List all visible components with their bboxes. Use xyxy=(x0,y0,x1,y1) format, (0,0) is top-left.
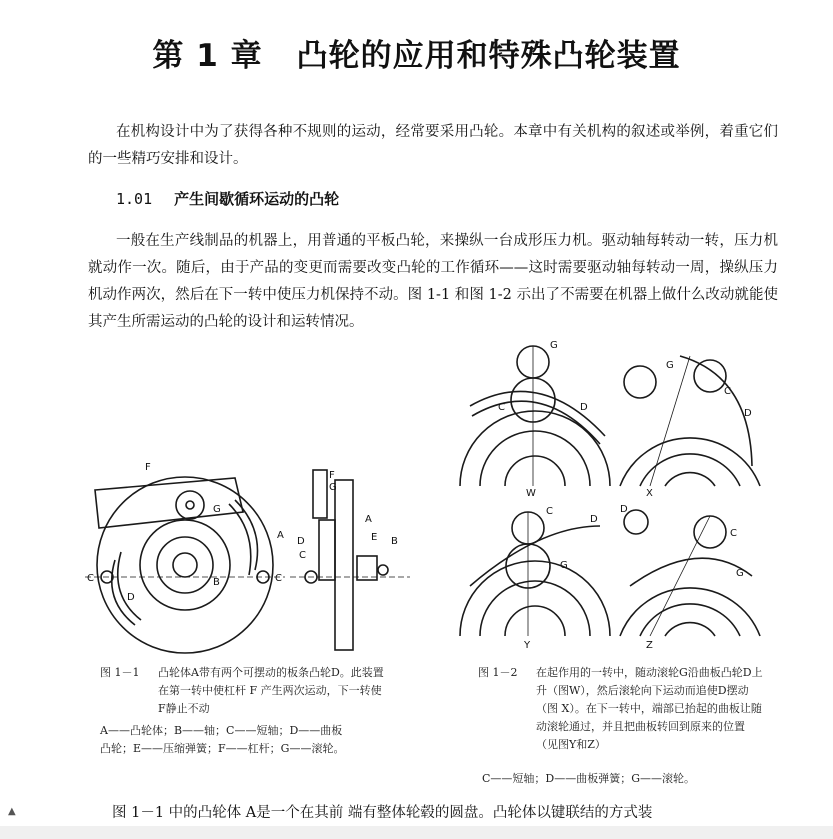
figure-1-2-drawing xyxy=(440,336,770,656)
fig2-z-label-d: D xyxy=(620,504,628,515)
chapter-number: 第 1 章 xyxy=(152,38,263,74)
fig1-side-label-b: B xyxy=(391,536,398,547)
chapter-title xyxy=(0,30,833,75)
fig2-y-label-c: C xyxy=(546,506,553,517)
fig1-label-f: F xyxy=(145,462,151,473)
fig2-w-label-g: G xyxy=(550,340,558,351)
figure-1-1-caption-text: 凸轮体A带有两个可摆动的板条凸轮D。此装置在第一转中使杠杆 F 产生两次运动，下一转使F静止不动 xyxy=(158,666,384,715)
margin-mark: ▲ xyxy=(8,806,16,817)
section-number: 1.01 xyxy=(116,190,153,208)
chapter-title-text: 凸轮的应用和特殊凸轮装置 xyxy=(296,38,681,74)
figure-1-2-label: 图 1－2 xyxy=(478,666,518,679)
roller-z xyxy=(694,516,726,548)
figure-1-1-legend-line2: 凸轮；E——压缩弹簧；F——杠杆；G——滚轮。 xyxy=(100,742,345,755)
fig2-z-label-c: C xyxy=(730,528,737,539)
view-label-x: X xyxy=(646,488,653,499)
fig1-label-c-right: C xyxy=(275,573,282,584)
fig1-label-c-left: C xyxy=(87,573,94,584)
fig2-x-label-c: C xyxy=(724,386,731,397)
fig2-w-label-c: C xyxy=(498,402,505,413)
section-title: 产生间歇循环运动的凸轮 xyxy=(174,190,340,208)
figure-1-1-legend-line1: A——凸轮体；B——轴；C——短轴；D——曲板 xyxy=(100,724,343,737)
fig1-side-label-e: E xyxy=(371,532,378,543)
fig1-label-a: A xyxy=(277,530,284,541)
fig1-label-g: G xyxy=(213,504,221,515)
fig2-x-label-d: D xyxy=(744,408,752,419)
side-view-plate xyxy=(335,480,353,650)
view-label-w: W xyxy=(526,488,536,499)
roller-x xyxy=(624,366,656,398)
view-label-y: Y xyxy=(524,640,531,651)
figure-1-1-drawing xyxy=(85,460,415,655)
fig1-side-label-a: A xyxy=(365,514,372,525)
cam-body-disc xyxy=(97,477,273,653)
fig2-z-label-g: G xyxy=(736,568,744,579)
footer-bar xyxy=(0,826,833,839)
fig1-side-label-c: C xyxy=(299,550,306,561)
fig1-label-d: D xyxy=(127,592,135,603)
fig2-y-label-g: G xyxy=(560,560,568,571)
figure-1-2-caption-text: 在起作用的一转中，随动滚轮G沿曲板凸轮D上升（图W），然后滚轮向下运动而追使D摆动（图 X）。在下一转中，端部已抬起的曲板让随动滚轮通过，并且把曲板转回到原来的位置（见图Y和Z） xyxy=(536,666,763,751)
fig1-side-label-g: G xyxy=(329,482,337,493)
fig1-side-label-f: F xyxy=(329,470,335,481)
fig2-y-label-d: D xyxy=(590,514,598,525)
body-paragraph: 一般在生产线制品的机器上，用普通的平板凸轮，来操纵一台成形压力机。驱动轴每转动一转，压力机就动作一次。随后，由于产品的变更而需要改变凸轮的工作循环——这时需要驱动轴每转动一周，操纵压力机动作两次，然后在下一转中使压力机保持不动。图 1-1 和图 1-2 示出了不需要在机器上做什么改动就能使其产生所需运动的凸轮的设计和运转情况。 xyxy=(88,233,778,330)
fig2-w-label-d: D xyxy=(580,402,588,413)
intro-paragraph: 在机构设计中为了获得各种不规则的运动，经常要采用凸轮。本章中有关机构的叙述或举例，着重它们的一些精巧安排和设计。 xyxy=(88,124,778,167)
roller-g xyxy=(176,491,204,519)
section-heading xyxy=(116,188,339,209)
figure-1-2-caption xyxy=(478,664,778,754)
figure-1-1-legend xyxy=(100,722,410,758)
fig1-label-b: B xyxy=(213,577,220,588)
fig1-side-label-d: D xyxy=(297,536,305,547)
figure-1-2-legend: C——短轴；D——曲板弹簧；G——滚轮。 xyxy=(482,772,696,785)
fig2-x-label-g: G xyxy=(666,360,674,371)
bottom-paragraph: 图 1－1 中的凸轮体 A是一个在其前 端有整体轮毂的圆盘。凸轮体以键联结的方式装 xyxy=(112,805,653,821)
lever-f xyxy=(95,478,243,528)
figure-1-1-label: 图 1－1 xyxy=(100,666,140,679)
view-label-z: Z xyxy=(646,640,653,651)
figure-1-1-caption xyxy=(100,664,400,718)
